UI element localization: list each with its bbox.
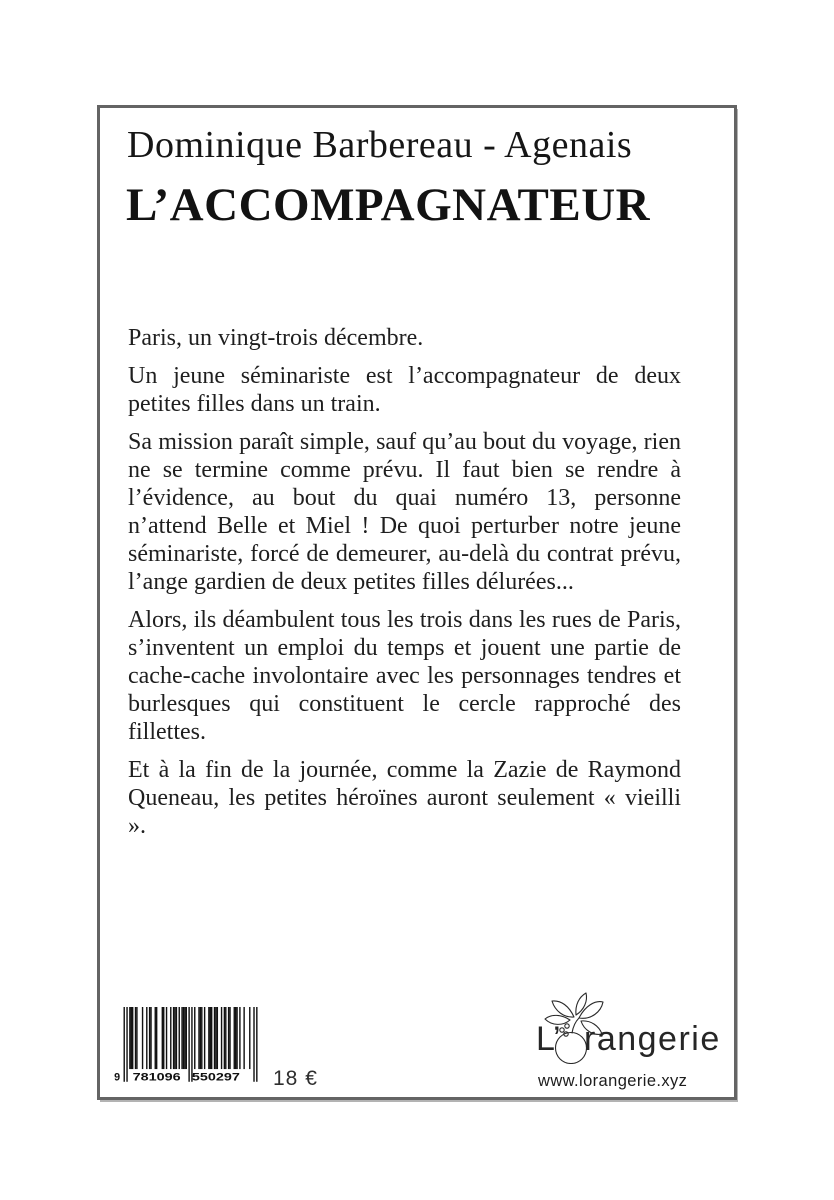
barcode-digits-left: 781096 <box>132 1071 181 1084</box>
book-back-cover <box>97 105 737 1100</box>
barcode-digits-right: 550297 <box>191 1071 240 1084</box>
blurb-paragraph: Et à la fin de la journée, comme la Zazie de Raymond Queneau, les petites héroïnes auront seulement « vieilli ». <box>128 757 681 839</box>
ean13-barcode-icon <box>112 1007 262 1086</box>
book-title: L’ACCOMPAGNATEUR <box>126 179 651 231</box>
logo-text-l: L’ <box>536 1020 561 1058</box>
blurb-paragraph: Paris, un vingt-trois décembre. <box>128 325 424 351</box>
blurb-text <box>128 324 681 840</box>
isbn-barcode-block <box>112 1005 432 1095</box>
barcode-digit-first: 9 <box>114 1071 121 1084</box>
price-label: 18 € <box>273 1067 318 1090</box>
blurb-paragraph: Sa mission paraît simple, sauf qu’au bout du voyage, rien ne se termine comme prévu. Il faut bien se rendre à l’évidence, au bout du quai numéro 13, personne n’attend Belle et Miel ! De quoi perturber notre jeune séminariste, forcé de demeurer, au-delà du contrat prévu, l’ange gardien de deux petites filles délurées... <box>128 429 681 595</box>
publisher-block <box>528 986 828 1106</box>
publisher-logo <box>528 986 828 1070</box>
author-name: Dominique Barbereau - Agenais <box>127 124 633 166</box>
logo-text-rangerie: rangerie <box>584 1020 721 1058</box>
blurb-paragraph: Alors, ils déambulent tous les trois dans les rues de Paris, s’inventent un emploi du temps et jouent une partie de cache-cache involontaire avec les personnages tendres et burlesques qui constituent le cercle rapproché des fillettes. <box>128 607 681 745</box>
website-url: www.lorangerie.xyz <box>538 1072 688 1090</box>
blurb-paragraph: Un jeune séminariste est l’accompagnateur de deux petites filles dans un train. <box>128 363 681 417</box>
